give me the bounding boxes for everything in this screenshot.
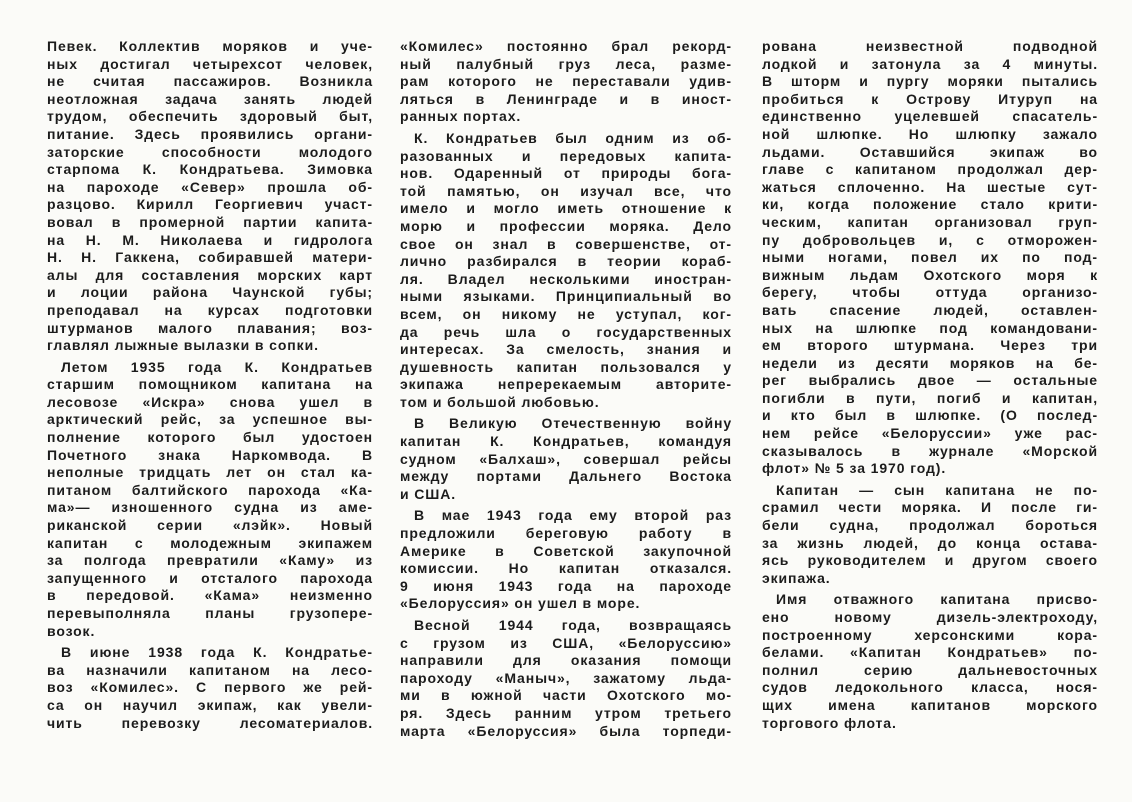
text-line: берегу, чтобы оттуда организо- — [762, 284, 1098, 301]
text-line: Америке в Советской закупочной — [400, 542, 732, 559]
text-line: ранных портах. — [400, 108, 522, 125]
text-line: вать спасение людей, оставлен- — [762, 301, 1098, 318]
text-line: штурманов малого плавания; воз- — [47, 319, 373, 336]
text-line: разцово. Кирилл Георгиевич участ- — [47, 196, 373, 213]
paragraph — [762, 482, 1098, 588]
text-line: лодкой и затонула за 4 минуты. — [762, 55, 1098, 72]
text-line: неотложная задача занять людей — [47, 90, 373, 107]
text-line: рована неизвестной подводной — [762, 38, 1098, 54]
text-line: белами. «Капитан Кондратьев» по- — [762, 644, 1098, 661]
text-line: на Н. М. Николаева и гидролога — [47, 231, 373, 248]
text-line: с грузом из США, «Белоруссию» — [400, 634, 732, 651]
text-line: нем рейсе «Белоруссии» уже рас- — [762, 425, 1098, 442]
paragraph — [47, 644, 373, 732]
text-line: погибли в пути, погиб и капитан, — [762, 389, 1098, 406]
text-line: лесовозе «Искра» снова ушел в — [47, 393, 373, 410]
text-line: торгового флота. — [762, 714, 897, 731]
text-line: построенному херсонскими кора- — [762, 626, 1098, 643]
text-line: срамил чести моряка. И после ги- — [762, 499, 1098, 516]
paragraph — [400, 415, 732, 503]
text-line: и лоции района Чаунской губы; — [47, 284, 373, 301]
paragraph — [47, 38, 373, 355]
text-line: и кто был в шлюпке. (О послед- — [762, 407, 1098, 424]
text-line: арктический рейс, за успешное вы- — [47, 411, 373, 428]
text-line: запущенного и отсталого парохода — [47, 569, 373, 586]
text-line: ной шлюпке. Но шлюпку зажало — [762, 125, 1098, 142]
text-line: на пароходе «Север» прошла об- — [47, 178, 373, 195]
text-line: ем второго штурмана. Через три — [762, 337, 1098, 354]
text-line: экипажа. — [762, 569, 831, 586]
text-line: Певек. Коллектив моряков и уче- — [47, 38, 373, 54]
text-line: полнение которого был удостоен — [47, 429, 373, 446]
text-line: алы для составления морских карт — [47, 266, 373, 283]
text-line: неполные тридцать лет он стал ка- — [47, 464, 373, 481]
text-line: «Комилес» постоянно брал рекорд- — [400, 38, 732, 54]
text-line: за жизнь людей, до конца остава- — [762, 534, 1098, 551]
text-line: перевыполняла планы грузопере- — [47, 605, 373, 621]
text-line: единственно уцелевшей спасатель- — [762, 108, 1098, 125]
text-line: ми в южной части Охотского мо- — [400, 687, 732, 704]
text-column-1 — [47, 38, 373, 732]
paragraph — [47, 359, 373, 641]
text-line: щих имена капитанов морского — [762, 696, 1098, 713]
text-line: ными языками. Принципиальный во — [400, 288, 732, 305]
text-line: предложили береговую работу в — [400, 525, 732, 542]
paragraph — [762, 591, 1098, 732]
text-line: нов. Одаренный от природы бога- — [400, 165, 732, 182]
text-line: той памятью, он изучал все, что — [400, 182, 732, 199]
text-line: том и большой любовью. — [400, 393, 600, 410]
text-line: преподавал на курсах подготовки — [47, 301, 373, 318]
text-line: рам которого не переставали удив- — [400, 73, 732, 90]
text-line: Н. Н. Гаккена, собиравшей матери- — [47, 249, 373, 266]
text-line: главлял лыжные вылазки в сопки. — [47, 337, 319, 354]
text-line: бели судна, продолжал бороться — [762, 517, 1098, 534]
text-line: не считая пассажиров. Возникла — [47, 73, 373, 90]
text-line: пу добровольцев и, с отморожен- — [762, 231, 1098, 248]
text-line: риканской серии «лэйк». Новый — [47, 517, 373, 534]
text-line: имело и могло иметь отношение к — [400, 200, 732, 217]
text-line: лично разбирался в теории кораб- — [400, 253, 732, 270]
text-line: судном «Балхаш», совершал рейсы — [400, 450, 732, 467]
text-line: Летом 1935 года К. Кондратьев — [61, 358, 373, 375]
text-line: направили для оказания помощи — [400, 652, 732, 669]
text-line: «Белоруссия» он ушел в море. — [400, 595, 641, 612]
paragraph — [400, 38, 732, 126]
text-line: ных достигал четырехсот человек, — [47, 55, 373, 72]
text-line: интересах. За смелость, знания и — [400, 341, 732, 358]
text-line: жаться сплоченно. На шестые сут- — [762, 178, 1098, 195]
text-line: ля. Владел несколькими иностран- — [400, 270, 732, 287]
text-line: питаном балтийского парохода «Ка- — [47, 481, 373, 498]
text-line: полнил серию дальневосточных — [762, 661, 1098, 678]
text-line: ляться в Ленинграде и в иност- — [400, 90, 732, 107]
text-line: ма»— изношенного судна из аме- — [47, 499, 373, 516]
text-line: Почетного знака Наркомвода. В — [47, 446, 373, 463]
text-line: старпома К. Кондратьева. Зимовка — [47, 161, 373, 178]
text-line: ными ногами, повел их по под- — [762, 249, 1098, 266]
text-column-3 — [762, 38, 1098, 732]
text-line: да речь шла о государственных — [400, 323, 732, 340]
text-line: всем, он никому не уступал, ког- — [400, 305, 732, 322]
text-line: заторские способности молодого — [47, 143, 373, 160]
text-line: за полгода превратили «Каму» из — [47, 552, 373, 569]
text-line: 9 июня 1943 года на пароходе — [400, 577, 732, 594]
text-line: комиссии. Но капитан отказался. — [400, 560, 732, 577]
text-line: морю и профессии моряка. Дело — [400, 217, 732, 234]
text-line: марта «Белоруссия» была торпеди- — [400, 722, 732, 739]
text-line: недели из десяти моряков на бе- — [762, 354, 1098, 371]
text-line: разованных и передовых капита- — [400, 147, 732, 164]
text-line: льдами. Оставшийся экипаж во — [762, 143, 1098, 160]
text-line: пробиться к Острову Итуруп на — [762, 90, 1098, 107]
text-line: ясь руководителем и другом своего — [762, 552, 1098, 569]
text-line: душевность капитан пользовался у — [400, 358, 732, 375]
text-line: рег выбрались двое — остальные — [762, 372, 1098, 389]
text-line: питание. Здесь проявились органи- — [47, 125, 373, 142]
paragraph — [400, 130, 732, 412]
text-line: вижным льдам Охотского моря к — [762, 266, 1098, 283]
paragraph — [762, 38, 1098, 478]
text-line: К. Кондратьев был одним из об- — [414, 129, 732, 146]
text-line: ки, когда положение стало крити- — [762, 196, 1098, 213]
text-line: ный палубный груз леса, разме- — [400, 55, 732, 72]
text-line: В шторм и пургу моряки пытались — [762, 73, 1098, 90]
text-line: трудом, обеспечить здоровый быт, — [47, 108, 373, 125]
text-line: между портами Дальнего Востока — [400, 468, 732, 485]
text-line: и США. — [400, 485, 457, 502]
text-line: ных на шлюпке под командовани- — [762, 319, 1098, 336]
text-line: капитан с молодежным экипажем — [47, 534, 373, 551]
text-line: возок. — [47, 622, 96, 639]
text-line: воз «Комилес». С первого же рей- — [47, 679, 373, 696]
text-line: Весной 1944 года, возвращаясь — [414, 617, 732, 633]
paragraph — [400, 617, 732, 740]
text-line: чить перевозку лесоматериалов. — [47, 714, 373, 731]
text-line: ено новому дизель-электроходу, — [762, 609, 1098, 625]
text-line: флот» № 5 за 1970 год). — [762, 460, 947, 477]
text-line: экипажа непререкаемым авторите- — [400, 376, 732, 393]
text-line: Капитан — сын капитана не по- — [776, 481, 1098, 498]
text-line: в передовой. «Кама» неизменно — [47, 587, 373, 604]
text-line: капитан К. Кондратьев, командуя — [400, 433, 732, 450]
paragraph — [400, 507, 732, 613]
text-line: сказывалось в журнале «Морской — [762, 442, 1098, 459]
text-line: са он научил экипаж, как увели- — [47, 696, 373, 713]
text-line: В Великую Отечественную войну — [414, 415, 732, 432]
text-line: ря. Здесь ранним утром третьего — [400, 704, 732, 721]
text-line: главе с капитаном продолжал дер- — [762, 161, 1098, 178]
text-line: В мае 1943 года ему второй раз — [414, 507, 732, 524]
text-line: судов ледокольного класса, нося- — [762, 679, 1098, 696]
text-line: вовал в промерной партии капита- — [47, 213, 373, 230]
text-column-2 — [400, 38, 732, 740]
text-line: В июне 1938 года К. Кондратье- — [61, 644, 373, 661]
text-line: ческим, капитан организовал груп- — [762, 213, 1098, 230]
text-line: свое он знал в совершенстве, от- — [400, 235, 732, 252]
text-line: Имя отважного капитана присво- — [776, 591, 1098, 608]
text-line: старшим помощником капитана на — [47, 376, 373, 393]
text-line: пароходу «Маныч», зажатому льда- — [400, 669, 732, 686]
text-line: ва назначили капитаном на лесо- — [47, 661, 373, 678]
